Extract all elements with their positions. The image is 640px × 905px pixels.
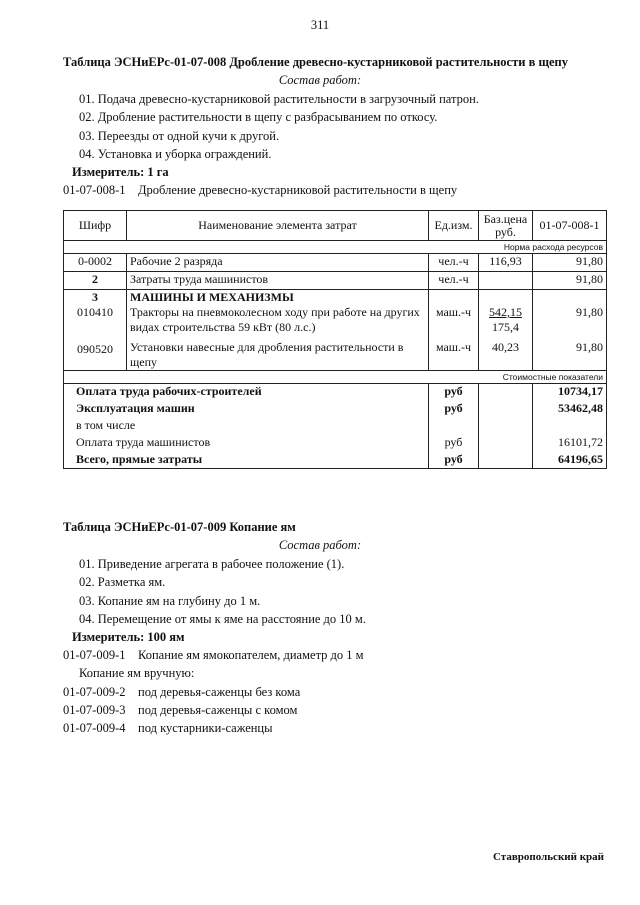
row4-name: Тракторы на пневмоколесном ходу при работе на других видах строительства 59 кВт (80 л.с.) bbox=[127, 305, 429, 337]
table2-item-5-code: 01-07-009-4 bbox=[63, 721, 126, 735]
row2-name: Затраты труда машинистов bbox=[127, 272, 429, 290]
table2-item-3-code: 01-07-009-2 bbox=[63, 685, 126, 699]
row2-value: 91,80 bbox=[533, 272, 607, 290]
table2-item-5-name: под кустарники-саженцы bbox=[138, 721, 273, 735]
table2-title: Таблица ЭСНиЕРс-01-07-009 Копание ям bbox=[63, 520, 296, 534]
table-row bbox=[64, 305, 607, 337]
table1-composition-heading: Состав работ: bbox=[278, 73, 362, 87]
row4-price bbox=[479, 305, 533, 337]
table-row bbox=[64, 435, 607, 452]
cost1-unit: руб bbox=[429, 384, 479, 401]
cost1-price bbox=[479, 384, 533, 401]
table2-measure: Измеритель: 100 ям bbox=[72, 630, 185, 644]
cost4-price bbox=[479, 435, 533, 452]
row5-code: 090520 bbox=[64, 337, 127, 371]
cost3-name: в том числе bbox=[64, 418, 429, 435]
cost2-value: 53462,48 bbox=[533, 401, 607, 418]
cost2-unit: руб bbox=[429, 401, 479, 418]
cost5-value: 64196,65 bbox=[533, 452, 607, 469]
table-row bbox=[64, 254, 607, 272]
table-header-row bbox=[64, 211, 607, 241]
row1-name: Рабочие 2 разряда bbox=[127, 254, 429, 272]
row5-name: Установки навесные для дробления растительности в щепу bbox=[127, 337, 429, 371]
row5-unit: маш.-ч bbox=[429, 337, 479, 371]
row2-unit: чел.-ч bbox=[429, 272, 479, 290]
row4-price-2: 175,4 bbox=[492, 320, 519, 334]
row5-price: 40,23 bbox=[479, 337, 533, 371]
table1-step-4: 04. Установка и уборка ограждений. bbox=[79, 147, 272, 161]
header-price: Баз.цена руб. bbox=[479, 211, 533, 241]
cost-label-row bbox=[64, 371, 607, 384]
cost2-name: Эксплуатация машин bbox=[64, 401, 429, 418]
row3-name: МАШИНЫ И МЕХАНИЗМЫ bbox=[127, 290, 429, 306]
page-number: 311 bbox=[310, 18, 330, 32]
cost2-price bbox=[479, 401, 533, 418]
cost1-name: Оплата труда рабочих-строителей bbox=[64, 384, 429, 401]
cost4-name: Оплата труда машинистов bbox=[64, 435, 429, 452]
cost3-value bbox=[533, 418, 607, 435]
table1-item-code: 01-07-008-1 bbox=[63, 183, 126, 197]
table1-title: Таблица ЭСНиЕРс-01-07-008 Дробление древесно-кустарниковой растительности в щепу bbox=[63, 55, 568, 69]
table2-item-3-name: под деревья-саженцы без кома bbox=[138, 685, 301, 699]
table-row bbox=[64, 337, 607, 371]
header-col: 01-07-008-1 bbox=[533, 211, 607, 241]
table2-item-2-name: Копание ям вручную: bbox=[79, 666, 195, 680]
table-row bbox=[64, 452, 607, 469]
table2-item-4-code: 01-07-009-3 bbox=[63, 703, 126, 717]
row1-unit: чел.-ч bbox=[429, 254, 479, 272]
norm-label-row bbox=[64, 241, 607, 254]
table2-item-1-name: Копание ям ямокопателем, диаметр до 1 м bbox=[138, 648, 364, 662]
header-code: Шифр bbox=[64, 211, 127, 241]
table1-step-1: 01. Подача древесно-кустарниковой растительности в загрузочный патрон. bbox=[79, 92, 479, 106]
cost4-unit: руб bbox=[429, 435, 479, 452]
row5-value: 91,80 bbox=[533, 337, 607, 371]
row3-code: 3 bbox=[64, 290, 127, 306]
table2-item-4-name: под деревья-саженцы с комом bbox=[138, 703, 298, 717]
row4-value: 91,80 bbox=[533, 305, 607, 337]
cost3-price bbox=[479, 418, 533, 435]
row1-code: 0-0002 bbox=[64, 254, 127, 272]
cost4-value: 16101,72 bbox=[533, 435, 607, 452]
cost5-name: Всего, прямые затраты bbox=[64, 452, 429, 469]
header-unit: Ед.изм. bbox=[429, 211, 479, 241]
table2-step-1: 01. Приведение агрегата в рабочее положение (1). bbox=[79, 557, 345, 571]
table1-item-name: Дробление древесно-кустарниковой растительности в щепу bbox=[138, 183, 458, 197]
table2-composition-heading: Состав работ: bbox=[278, 538, 362, 552]
table-row bbox=[64, 418, 607, 435]
cost1-value: 10734,17 bbox=[533, 384, 607, 401]
norm-label: Норма расхода ресурсов bbox=[64, 241, 607, 254]
cost-label: Стоимостные показатели bbox=[64, 371, 607, 384]
table-row bbox=[64, 384, 607, 401]
table-row bbox=[64, 272, 607, 290]
table-row bbox=[64, 401, 607, 418]
table2-step-4: 04. Перемещение от ямы к яме на расстояние до 10 м. bbox=[79, 612, 366, 626]
row4-code: 010410 bbox=[64, 305, 127, 337]
row1-price: 116,93 bbox=[479, 254, 533, 272]
row2-price bbox=[479, 272, 533, 290]
footer-region: Ставропольский край bbox=[492, 851, 604, 863]
row2-code: 2 bbox=[64, 272, 127, 290]
table2-item-1-code: 01-07-009-1 bbox=[63, 648, 126, 662]
cost5-price bbox=[479, 452, 533, 469]
table2-step-2: 02. Разметка ям. bbox=[79, 575, 166, 589]
row4-price-1: 542,15 bbox=[489, 305, 522, 319]
table2-step-3: 03. Копание ям на глубину до 1 м. bbox=[79, 594, 261, 608]
header-name: Наименование элемента затрат bbox=[127, 211, 429, 241]
row3-price bbox=[479, 290, 533, 306]
row1-value: 91,80 bbox=[533, 254, 607, 272]
cost5-unit: руб bbox=[429, 452, 479, 469]
table-row bbox=[64, 290, 607, 306]
row3-value bbox=[533, 290, 607, 306]
row4-unit: маш.-ч bbox=[429, 305, 479, 337]
resource-table bbox=[63, 210, 607, 469]
cost3-unit bbox=[429, 418, 479, 435]
table1-step-2: 02. Дробление растительности в щепу с разбрасыванием по откосу. bbox=[79, 110, 438, 124]
row3-unit bbox=[429, 290, 479, 306]
table1-measure: Измеритель: 1 га bbox=[72, 165, 169, 179]
table1-step-3: 03. Переезды от одной кучи к другой. bbox=[79, 129, 280, 143]
